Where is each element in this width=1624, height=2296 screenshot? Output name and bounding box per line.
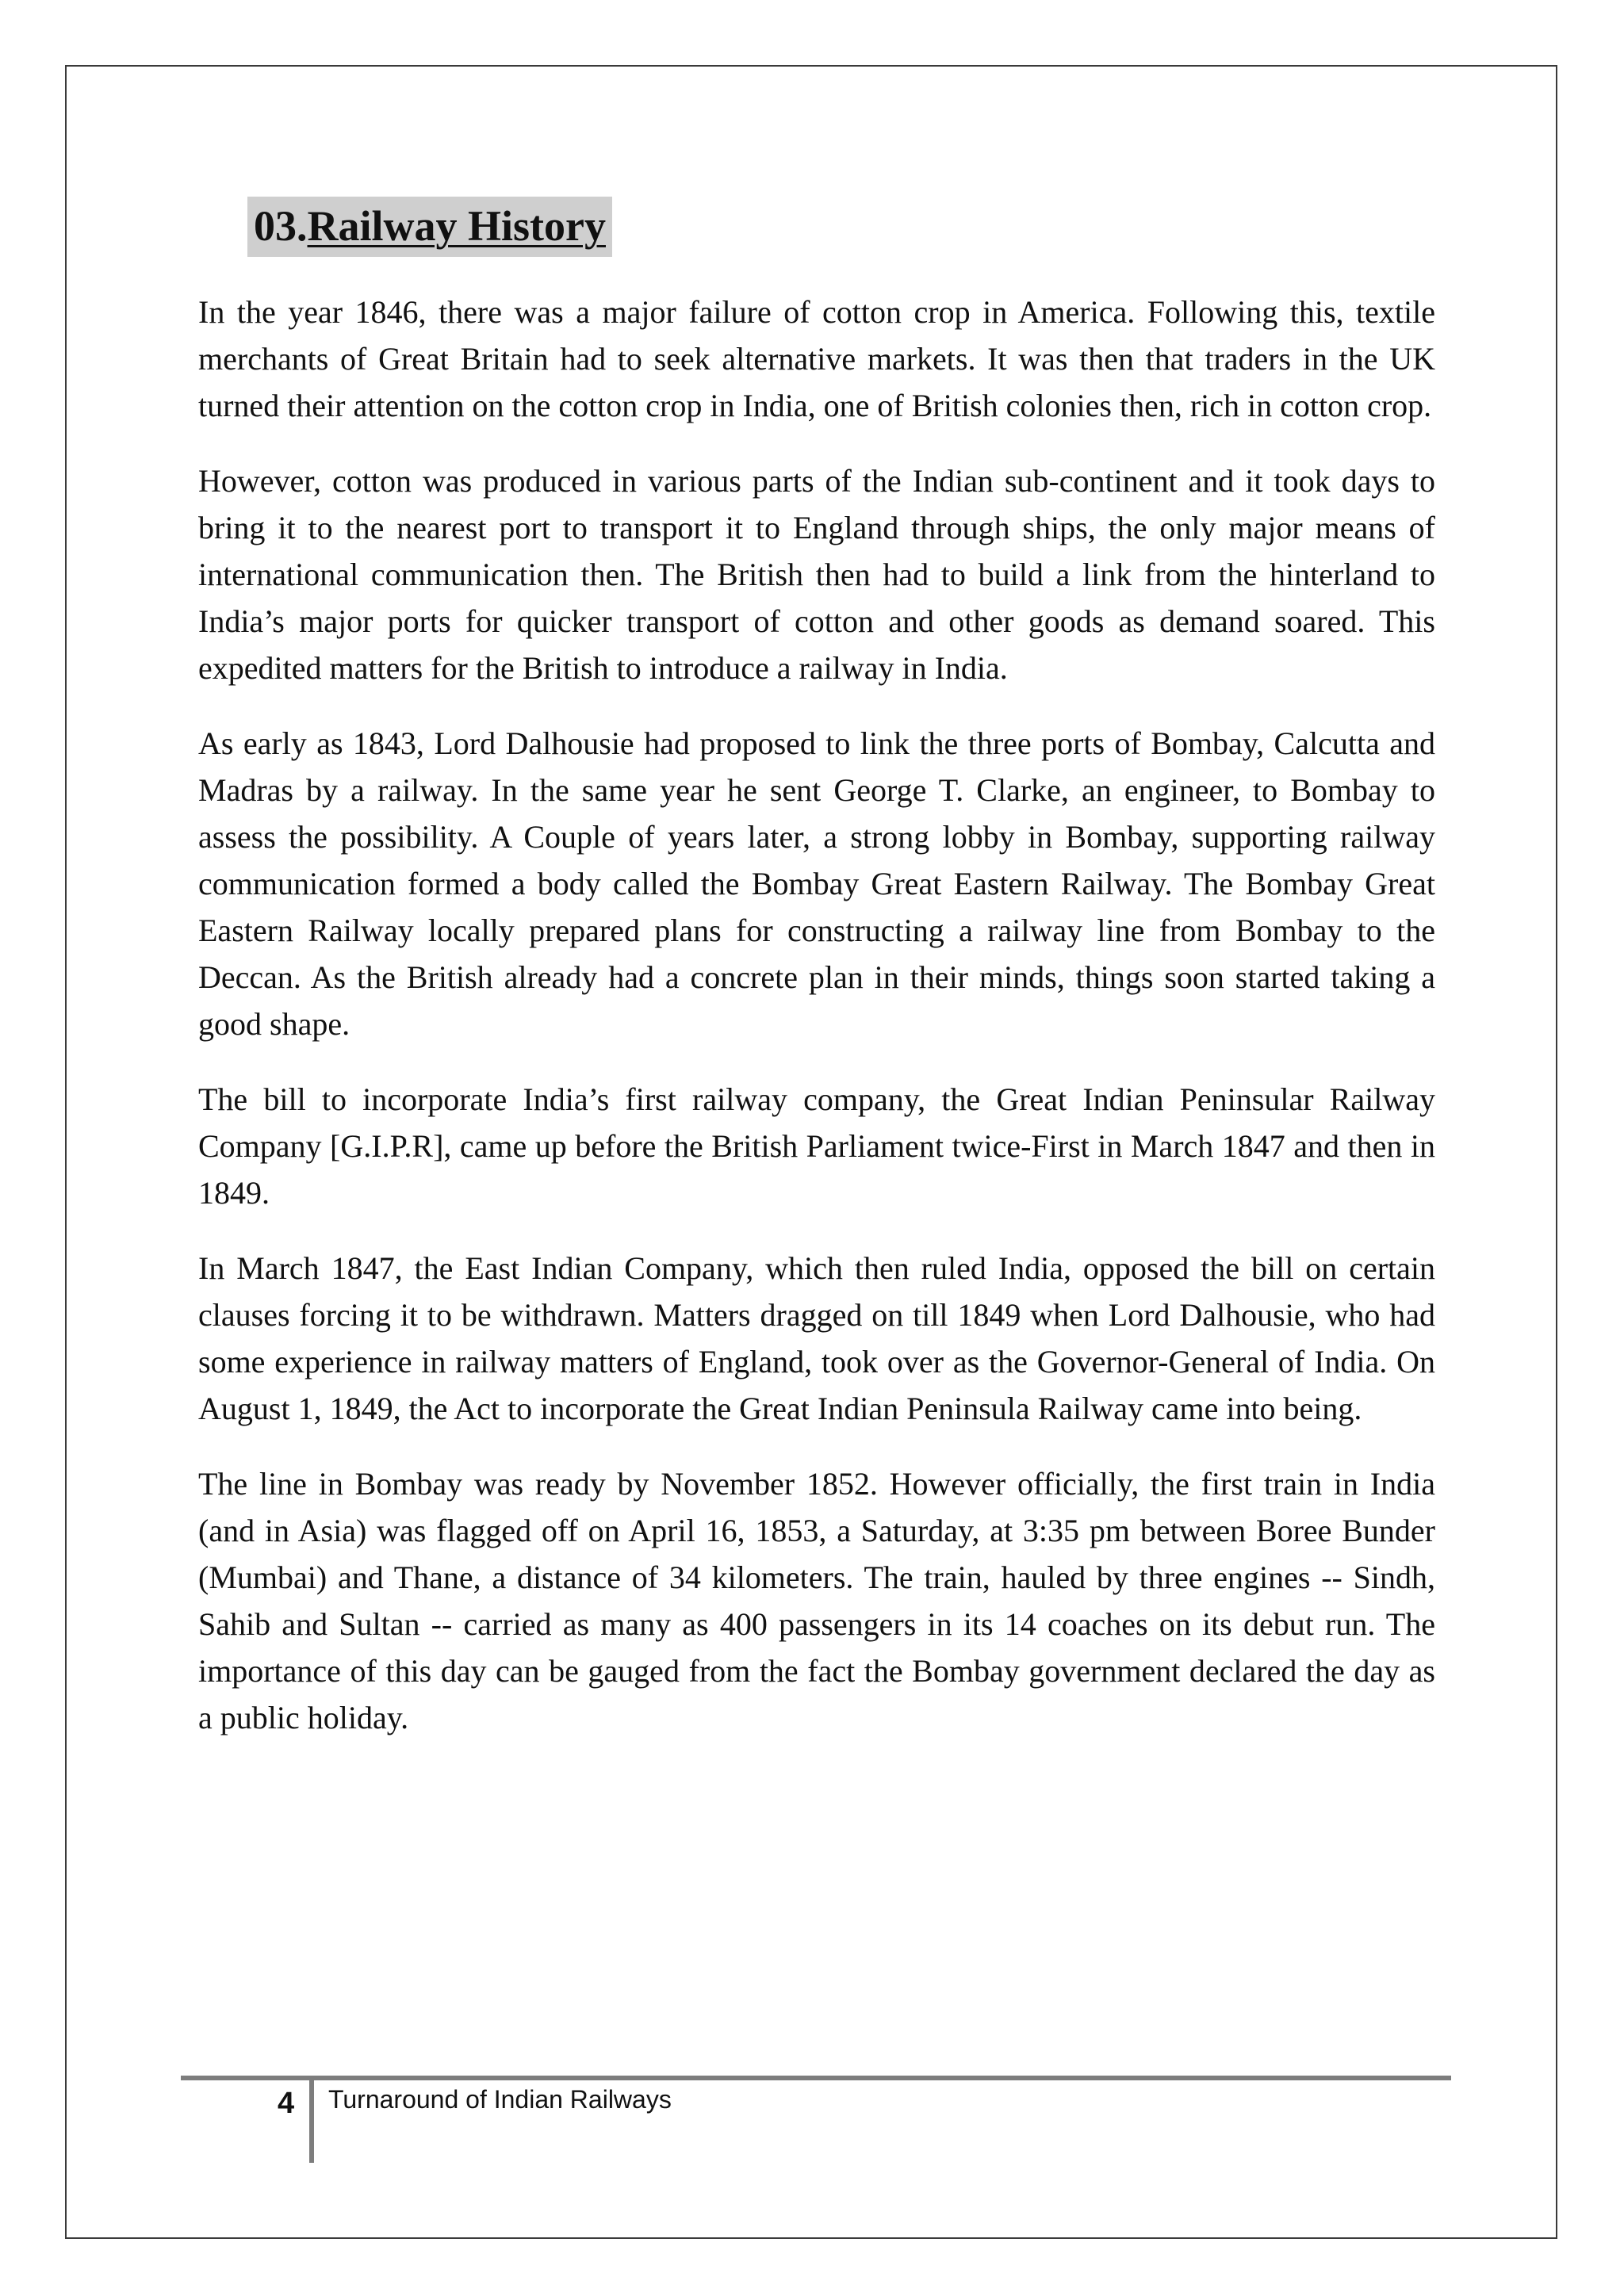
footer-divider: [181, 2076, 1451, 2080]
section-number: 03.: [254, 202, 308, 250]
footer-title: Turnaround of Indian Railways: [328, 2085, 672, 2114]
page-number: 4: [278, 2087, 295, 2120]
section-title: Railway History: [307, 202, 606, 250]
paragraph-3: As early as 1843, Lord Dalhousie had proposed to link the three ports of Bombay, Calcutta and Madras by a railway. In the same year he sent George T. Clarke, an engineer, to Bombay to assess the possibility. A Couple of years later, a strong lobby in Bombay, supporting railway communication formed a body called the Bombay Great Eastern Railway. The Bombay Great Eastern Railway locally prepared plans for constructing a railway line from Bombay to the Deccan. As the British already had a concrete plan in their minds, things soon started taking a good shape.: [198, 725, 1435, 1042]
paragraph-5: In March 1847, the East Indian Company, which then ruled India, opposed the bill on certain clauses forcing it to be withdrawn. Matters dragged on till 1849 when Lord Dalhousie, who had some experience in railway matters of England, took over as the Governor-General of India. On August 1, 1849, the Act to incorporate the Great Indian Peninsula Railway came into being.: [198, 1250, 1435, 1426]
paragraph-4: The bill to incorporate India’s first railway company, the Great Indian Peninsular Railway Company [G.I.P.R], came up before the British Parliament twice-First in March 1847 and then in 1849.: [198, 1081, 1435, 1211]
paragraph-2: However, cotton was produced in various parts of the Indian sub-continent and it took days to bring it to the nearest port to transport it to England through ships, the only major means of international communication then. The British then had to build a link from the hinterland to India’s major ports for quicker transport of cotton and other goods as demand soared. This expedited matters for the British to introduce a railway in India.: [198, 463, 1435, 686]
paragraph-6: The line in Bombay was ready by November 1852. However officially, the first train in India (and in Asia) was flagged off on April 16, 1853, a Saturday, at 3:35 pm between Boree Bunder (Mumbai) and Thane, a distance of 34 kilometers. The train, hauled by three engines -- Sindh, Sahib and Sultan -- carried as many as 400 passengers in its 14 coaches on its debut run. The importance of this day can be gauged from the fact the Bombay government declared the day as a public holiday.: [198, 1466, 1435, 1735]
paragraph-1: In the year 1846, there was a major failure of cotton crop in America. Following this, textile merchants of Great Britain had to seek alternative markets. It was then that traders in the UK turned their attention on the cotton crop in India, one of British colonies then, rich in cotton crop.: [198, 294, 1435, 423]
footer-vertical-divider: [309, 2076, 314, 2163]
page-title: [254, 200, 606, 252]
body-text: [198, 289, 1435, 1770]
section-heading: [247, 197, 612, 257]
